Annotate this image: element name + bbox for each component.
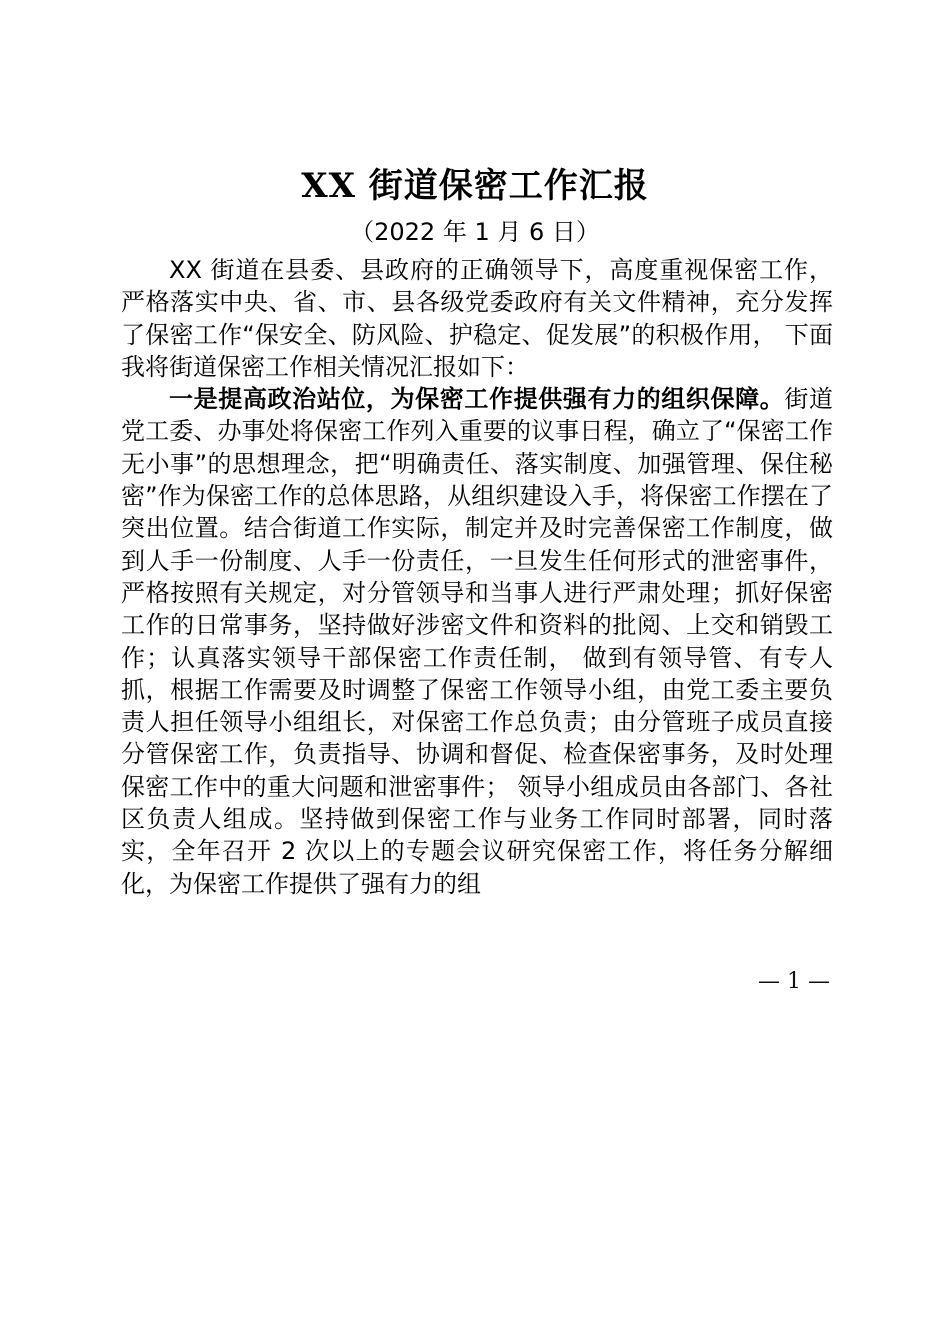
section-1-paragraph (121, 383, 833, 900)
intro-paragraph: XX 街道在县委、县政府的正确领导下，高度重视保密工作，严格落实中央、省、市、县各级党委政府有关文件精神，充分发挥了保密工作“保安全、防风险、护稳定、促发展”的积极作用， 下面我将街道保密工作相关情况汇报如下： (121, 256, 833, 381)
document-title: XX 街道保密工作汇报 (301, 166, 649, 206)
page-number: — 1 — (758, 969, 830, 994)
section-1-text: 街道党工委、办事处将保密工作列入重要的议事日程，确立了“保密工作无小事”的思想理念，把“明确责任、落实制度、加强管理、保住秘密”作为保密工作的总体思路，从组织建设入手，将保密工作摆在了突出位置。结合街道工作实际，制定并及时完善保密工作制度，做到人手一份制度、人手一份责任，一旦发生任何形式的泄密事件，严格按照有关规定，对分管领导和当事人进行严肃处理；抓好保密工作的日常事务，坚持做好涉密文件和资料的批阅、上交和销毁工作；认真落实领导干部保密工作责任制， 做到有领导管、有专人抓，根据工作需要及时调整了保密工作领导小组，由党工委主要负责人担任领导小组组长，对保密工作总负责；由分管班子成员直接分管保密工作，负责指导、协调和督促、检查保密事务，及时处理保密工作中的重大问题和泄密事件； 领导小组成员由各部门、各社区负责人组成。坚持做到保密工作与业务工作同时部署，同时落实，全年召开 2 次以上的专题会议研究保密工作，将任务分解细化，为保密工作提供了强有力的组 (121, 385, 834, 898)
document-date: （2022 年 1 月 6 日） (350, 218, 600, 246)
document-body (121, 254, 833, 900)
section-1-heading: 一是提高政治站位，为保密工作提供强有力的组织保障。 (169, 385, 785, 414)
